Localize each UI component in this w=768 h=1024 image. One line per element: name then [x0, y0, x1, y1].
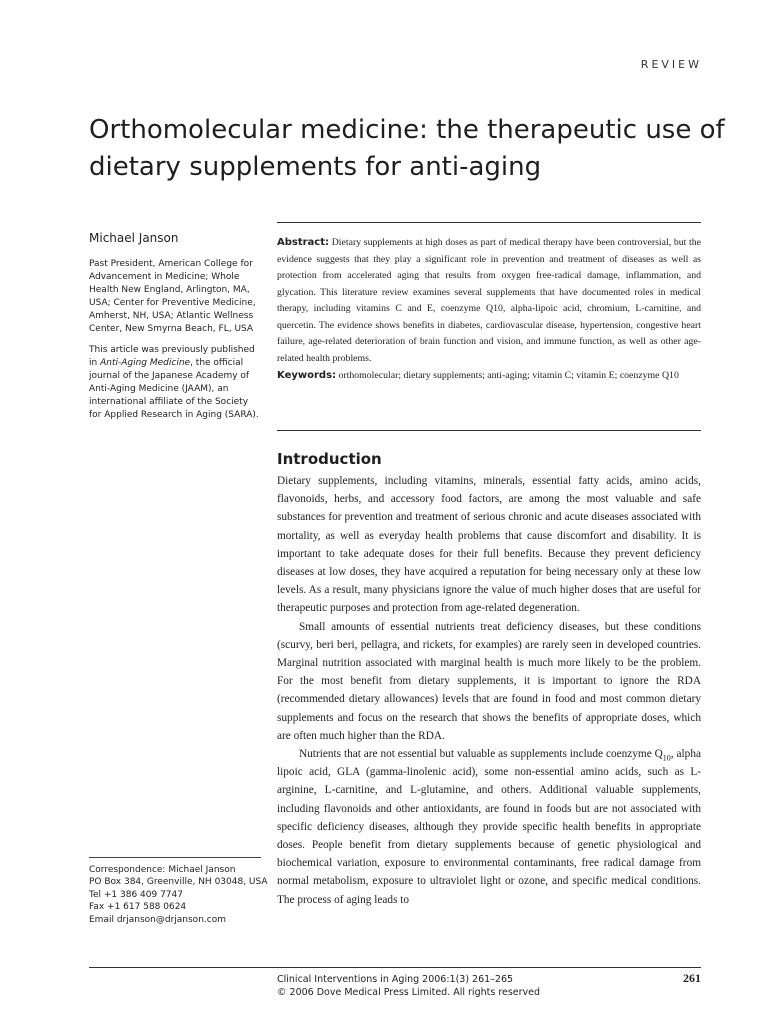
- abstract-top-rule: [277, 222, 701, 223]
- p3-start: Nutrients that are not essential but valuable as supplements include coenzyme Q: [299, 748, 663, 761]
- keywords-label: Keywords:: [277, 370, 337, 381]
- correspondence-address: PO Box 384, Greenville, NH 03048, USA: [89, 877, 268, 888]
- abstract-paragraph: [277, 235, 701, 367]
- correspondence-fax: Fax +1 617 588 0624: [89, 902, 187, 913]
- body-paragraph-3: [277, 745, 701, 909]
- body-paragraph-2: Small amounts of essential nutrients treat deficiency diseases, but these conditions (scurvy, beri beri, pellagra, and rickets, for examples) are rarely seen in developed countries. Marginal nutrition associated with marginal health is much more likely to be the problem. For the most benefit from dietary supplements, it is important to ignore the RDA (recommended dietary allowances) levels that are found in food and most common dietary supplements and focus on the research that shows the benefits of appropriate doses, which are often much higher than the RDA.: [277, 620, 701, 742]
- keywords-text: orthomolecular; dietary supplements; anti-aging; vitamin C; vitamin E; coenzyme Q10: [338, 370, 679, 381]
- prevpub-journal: Anti-Aging Medicine: [100, 358, 191, 368]
- p3-rest: , alpha lipoic acid, GLA (gamma-linolenic acid), some non-essential amino acids, such as L-arginine, L-carnitine, and L-glutamine, and others. Additional valuable supplements, including flavonoids and other antioxidants, are found in foods but are not associated with specific deficiency diseases, although they provide specific health benefits in appropriate doses. People benefit from dietary supplements because of genetic physiological and biochemical variation, exposure to environmental contaminants, free radical damage from normal metabolism, exposure to ultraviolet light or ozone, and specific medical conditions. The process of aging leads to: [277, 748, 701, 906]
- previous-publication-note: [89, 344, 261, 422]
- author-name: Michael Janson: [89, 231, 179, 245]
- abstract-bottom-rule: [277, 430, 701, 431]
- body-text: [277, 472, 701, 909]
- correspondence-email: Email drjanson@drjanson.com: [89, 914, 226, 925]
- body-paragraph-1: Dietary supplements, including vitamins, minerals, essential fatty acids, amino acids, flavonoids, herbs, and accessory food factors, are among the most valuable and safe substances for prevention and treatment of serious chronic and acute diseases associated with mortality, as well as everyday health problems that cause discomfort and disability. It is important to take adequate doses for their full benefits. Because they prevent deficiency diseases at low doses, they have acquired a reputation for being necessary only at these low levels. As a result, many physicians ignore the value of much higher doses that are useful for therapeutic purposes and protection from age-related degeneration.: [277, 475, 701, 615]
- correspondence-rule: [89, 857, 261, 858]
- correspondence-name: Correspondence: Michael Janson: [89, 865, 236, 875]
- correspondence-block: [89, 864, 279, 926]
- keywords-paragraph: [277, 368, 701, 385]
- footer-citation-block: [277, 973, 540, 999]
- article-title: Orthomolecular medicine: the therapeutic use of dietary supplements for anti-aging: [89, 115, 725, 182]
- correspondence-tel: Tel +1 386 409 7747: [89, 889, 183, 900]
- footer-citation: Clinical Interventions in Aging 2006:1(3) 261–265: [277, 974, 514, 985]
- abstract-block: [277, 235, 701, 385]
- prevpub-prefix: This article was previously published in: [89, 345, 255, 368]
- section-tag: REVIEW: [640, 58, 702, 71]
- author-affiliation: Past President, American College for Advancement in Medicine; Whole Health New England, Arlington, MA, USA; Center for Preventive Medicine, Amherst, NH, USA; Atlantic Wellness Center, New Smyrna Beach, FL, USA: [89, 259, 256, 334]
- footer-copyright: © 2006 Dove Medical Press Limited. All rights reserved: [277, 987, 541, 998]
- p3-subscript: 10: [662, 753, 671, 763]
- page-number: 261: [683, 971, 701, 985]
- abstract-label: Abstract:: [277, 237, 330, 248]
- section-heading-introduction: Introduction: [277, 450, 382, 468]
- footer-rule: [89, 967, 701, 968]
- abstract-text: Dietary supplements at high doses as part of medical therapy have been controversial, but the evidence suggests that they play a significant role in prevention and treatment of diseases as well as protection from accelerated aging that results from oxygen free-radical damage, inflammation, and glycation. This literature review examines several supplements that have documented roles in medical therapy, including vitamins C and E, coenzyme Q10, alpha-lipoic acid, chromium, L-carnitine, and quercetin. The evidence shows benefits in diabetes, cardiovascular disease, hypertension, congestive heart failure, age-related deterioration of brain function and vision, and immune function, as well as other age-related health problems.: [277, 237, 702, 364]
- prevpub-suffix: , the official journal of the Japanese Academy of Anti-Aging Medicine (JAAM), an international affiliate of the Society for Applied Research in Aging (SARA).: [89, 358, 259, 420]
